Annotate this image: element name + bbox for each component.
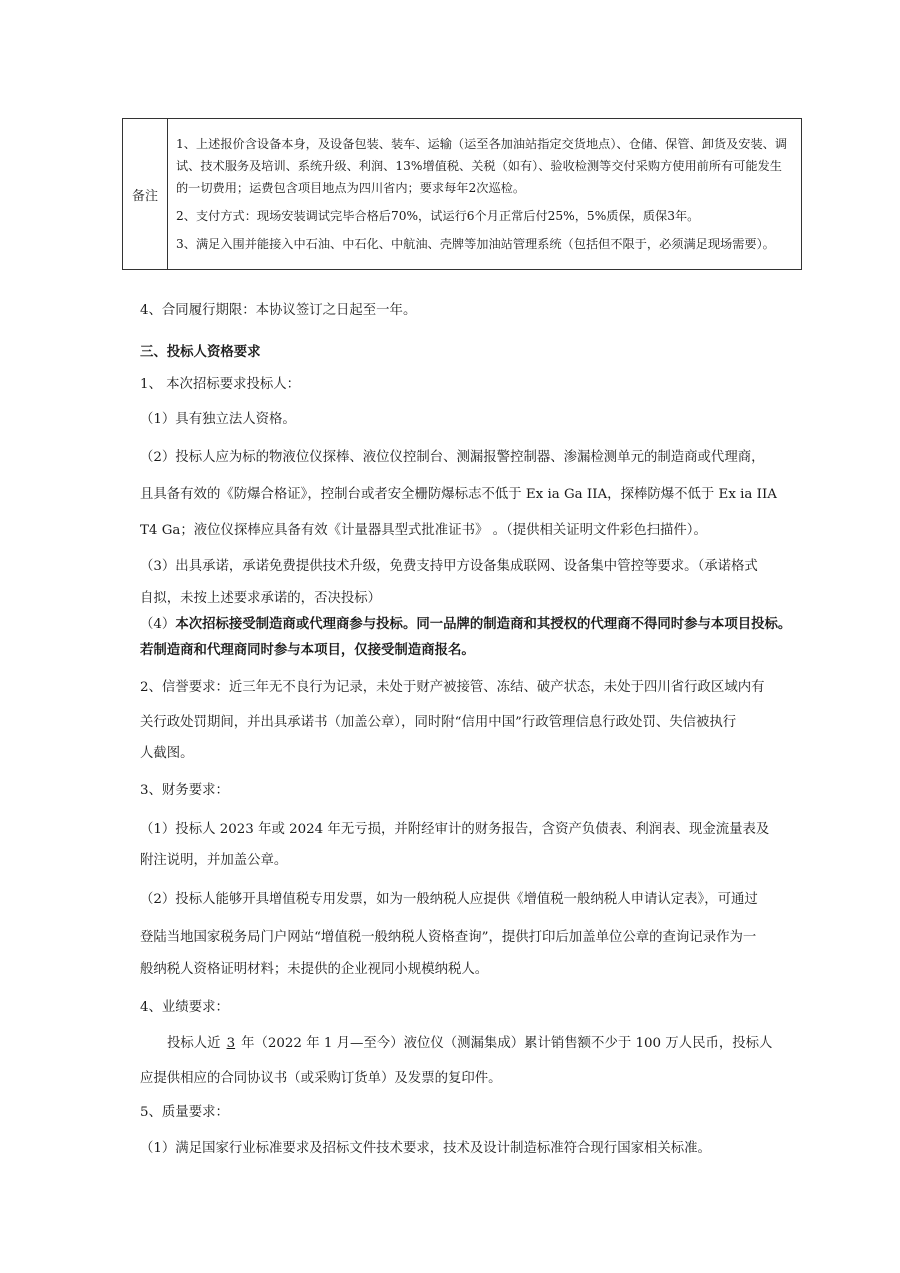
req1-1: （1）具有独立法人资格。 [140,412,296,427]
req2-line: 人截图。 [140,746,194,761]
remarks-content [168,119,802,270]
req4-title: 4、业绩要求： [140,1000,229,1015]
req4-line: 应提供相应的合同协议书（或采购订货单）及发票的复印件。 [140,1071,502,1086]
contract-term: 4、合同履行期限：本协议签订之日起至一年。 [140,303,417,318]
req5-title: 5、质量要求： [140,1105,229,1120]
req4-line [167,1031,797,1057]
req2-line: 关行政处罚期间，并出具承诺书（加盖公章），同时附“信用中国”行政管理信息行政处罚、失信被执行 [140,715,737,730]
req3-title: 3、财务要求： [140,783,229,798]
remark-item: 1、上述报价含设备本身，及设备包装、装车、运输（运至各加油站指定交货地点）、仓储、保管、卸货及安装、调试、技术服务及培训、系统升级、利润、13%增值税、关税（如有）、验收检测等交付采购方使用前所有可能发生的一切费用；运费包含项目地点为四川省内；要求每年2次巡检。 [176,137,788,195]
req1-4-prefix: （4） [140,617,176,632]
remarks-label: 备注 [123,119,168,270]
req3-1-line: （1）投标人 2023 年或 2024 年无亏损，并附经审计的财务报告，含资产负债表、利润表、现金流量表及 [140,822,770,837]
remarks-table [122,118,802,270]
req2-line: 2、信誉要求：近三年无不良行为记录，未处于财产被接管、冻结、破产状态，未处于四川省行政区域内有 [140,680,765,695]
section-title: 三、投标人资格要求 [140,344,261,360]
req5-1: （1）满足国家行业标准要求及招标文件技术要求，技术及设计制造标准符合现行国家相关标准。 [140,1141,711,1156]
req4-pre: 投标人近 [167,1036,221,1051]
req1-2-line: （2）投标人应为标的物液位仪探棒、液位仪控制台、测漏报警控制器、渗漏检测单元的制造商或代理商， [140,450,765,465]
req1-4-bold-text: 本次招标接受制造商或代理商参与投标。同一品牌的制造商和其授权的代理商不得同时参与本项目投标。 [175,616,792,632]
req1-3-line: （3）出具承诺，承诺免费提供技术升级，免费支持甲方设备集成联网、设备集中管控等要求。（承诺格式 [140,559,758,574]
req1-2-line: 且具备有效的《防爆合格证》，控制台或者安全栅防爆标志不低于 Ex ia Ga IIA，探棒防爆不低于 Ex ia IIA [140,487,777,502]
req4-mid: 年（2022 年 1 月—至今）液位仪（测漏集成）累计销售额不少于 100 万人民币，投标人 [241,1036,773,1051]
req3-2-line: （2）投标人能够开具增值税专用发票，如为一般纳税人应提供《增值税一般纳税人申请认定表》，可通过 [140,892,758,907]
remark-item: 2、支付方式：现场安装调试完毕合格后70%，试运行6个月正常后付25%，5%质保，质保3年。 [176,209,700,223]
req3-2-line: 登陆当地国家税务局门户网站“增值税一般纳税人资格查询”，提供打印后加盖单位公章的查询记录作为一 [140,930,757,945]
remark-item: 3、满足入围并能接入中石油、中石化、中航油、壳牌等加油站管理系统（包括但不限于，必须满足现场需要）。 [176,237,775,251]
req4-years: 3 [226,1036,236,1051]
req1-4-line [140,611,795,638]
req1-3-line: 自拟，未按上述要求承诺的，否决投标） [140,591,382,606]
req1-2-line: T4 Ga；液位仪探棒应具备有效《计量器具型式批准证书》 。（提供相关证明文件彩色扫描件）。 [140,523,707,538]
req3-2-line: 般纳税人资格证明材料；未提供的企业视同小规模纳税人。 [140,962,489,977]
req3-1-line: 附注说明，并加盖公章。 [140,853,288,868]
req1-title: 1、 本次招标要求投标人： [140,377,301,392]
req1-4-line: 若制造商和代理商同时参与本项目，仅接受制造商报名。 [140,642,475,658]
